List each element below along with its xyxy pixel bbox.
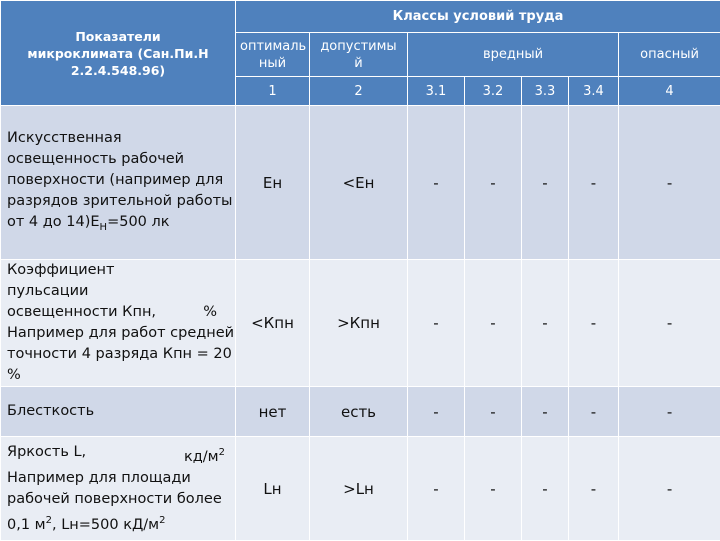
row-label-brightness-rest bbox=[7, 468, 235, 536]
cell-value: - bbox=[522, 387, 569, 437]
row-label-brightness-rest-a: Например для площади рабочей поверхности более 0,1 м bbox=[7, 470, 222, 533]
indicator-header-text: Показатели микроклимата (Сан.Пи.Н 2.2.4.548.96) bbox=[1, 28, 235, 79]
cell-value: <Кпн bbox=[236, 260, 310, 387]
cell-value: - bbox=[408, 387, 465, 437]
code-3-1: 3.1 bbox=[408, 77, 465, 106]
cell-value: Lн bbox=[236, 437, 310, 541]
acceptable-header bbox=[310, 33, 408, 77]
cell-value: - bbox=[619, 437, 720, 541]
cell-value: - bbox=[408, 437, 465, 541]
cell-value: - bbox=[408, 260, 465, 387]
row-label-brightness bbox=[1, 437, 236, 541]
cell-value: >Кпн bbox=[310, 260, 408, 387]
cell-value: - bbox=[569, 106, 619, 260]
table-row bbox=[1, 387, 720, 437]
harmful-header: вредный bbox=[408, 33, 619, 77]
cell-value: есть bbox=[310, 387, 408, 437]
cell-value: - bbox=[465, 260, 522, 387]
row-label-brightness-rest-sup: 2 bbox=[46, 515, 52, 526]
classes-header: Классы условий труда bbox=[236, 1, 720, 33]
code-3-4: 3.4 bbox=[569, 77, 619, 106]
code-1: 1 bbox=[236, 77, 310, 106]
table-row bbox=[1, 106, 720, 260]
cell-value: - bbox=[465, 387, 522, 437]
cell-value: - bbox=[569, 260, 619, 387]
cell-value: >Lн bbox=[310, 437, 408, 541]
code-3-2: 3.2 bbox=[465, 77, 522, 106]
cell-value: нет bbox=[236, 387, 310, 437]
row-label-brightness-unit-wrap bbox=[184, 442, 225, 468]
cell-value: - bbox=[408, 106, 465, 260]
row-label-brightness-unit: кд/м bbox=[184, 449, 219, 465]
row-label-illuminance-tail: =500 лк bbox=[107, 214, 169, 230]
table-row bbox=[1, 437, 720, 541]
row-label-brightness-unit-sup: 2 bbox=[219, 447, 225, 458]
row-label-illuminance-text: Искусственная освещенность рабочей поверхности (например для разрядов зрительной работы от 4 до 14)Е bbox=[7, 130, 232, 230]
code-4: 4 bbox=[619, 77, 720, 106]
row-label-brightness-rest-sup2: 2 bbox=[159, 515, 165, 526]
cell-value: Ен bbox=[236, 106, 310, 260]
optimal-header bbox=[236, 33, 310, 77]
cell-value: - bbox=[522, 437, 569, 541]
row-label-glare: Блесткость bbox=[1, 387, 236, 437]
cell-value: - bbox=[569, 387, 619, 437]
cell-value: - bbox=[465, 106, 522, 260]
cell-value: - bbox=[619, 387, 720, 437]
code-3-3: 3.3 bbox=[522, 77, 569, 106]
row-label-pulsation-unit: % bbox=[203, 302, 217, 323]
cell-value: - bbox=[465, 437, 522, 541]
row-label-brightness-line1: Яркость L, bbox=[7, 442, 86, 468]
indicator-header bbox=[1, 1, 236, 106]
row-label-pulsation bbox=[1, 260, 236, 387]
row-label-illuminance bbox=[1, 106, 236, 260]
cell-value: - bbox=[619, 106, 720, 260]
table-row bbox=[1, 260, 720, 387]
acceptable-header-text: допустимы й bbox=[310, 38, 407, 72]
row-label-pulsation-rest: Например для работ средней точности 4 разряда Кпн = 20 % bbox=[7, 323, 235, 386]
cell-value: - bbox=[522, 260, 569, 387]
dangerous-header: опасный bbox=[619, 33, 720, 77]
code-2: 2 bbox=[310, 77, 408, 106]
cell-value: <Ен bbox=[310, 106, 408, 260]
row-label-illuminance-sub: Н bbox=[100, 221, 108, 232]
cell-value: - bbox=[569, 437, 619, 541]
cell-value: - bbox=[619, 260, 720, 387]
row-label-brightness-rest-b: , Lн=500 кД/м bbox=[52, 516, 159, 532]
optimal-header-text: оптималь ный bbox=[236, 38, 309, 72]
cell-value: - bbox=[522, 106, 569, 260]
row-label-pulsation-line1: Коэффициент пульсации освещенности Кпн, bbox=[7, 260, 177, 323]
